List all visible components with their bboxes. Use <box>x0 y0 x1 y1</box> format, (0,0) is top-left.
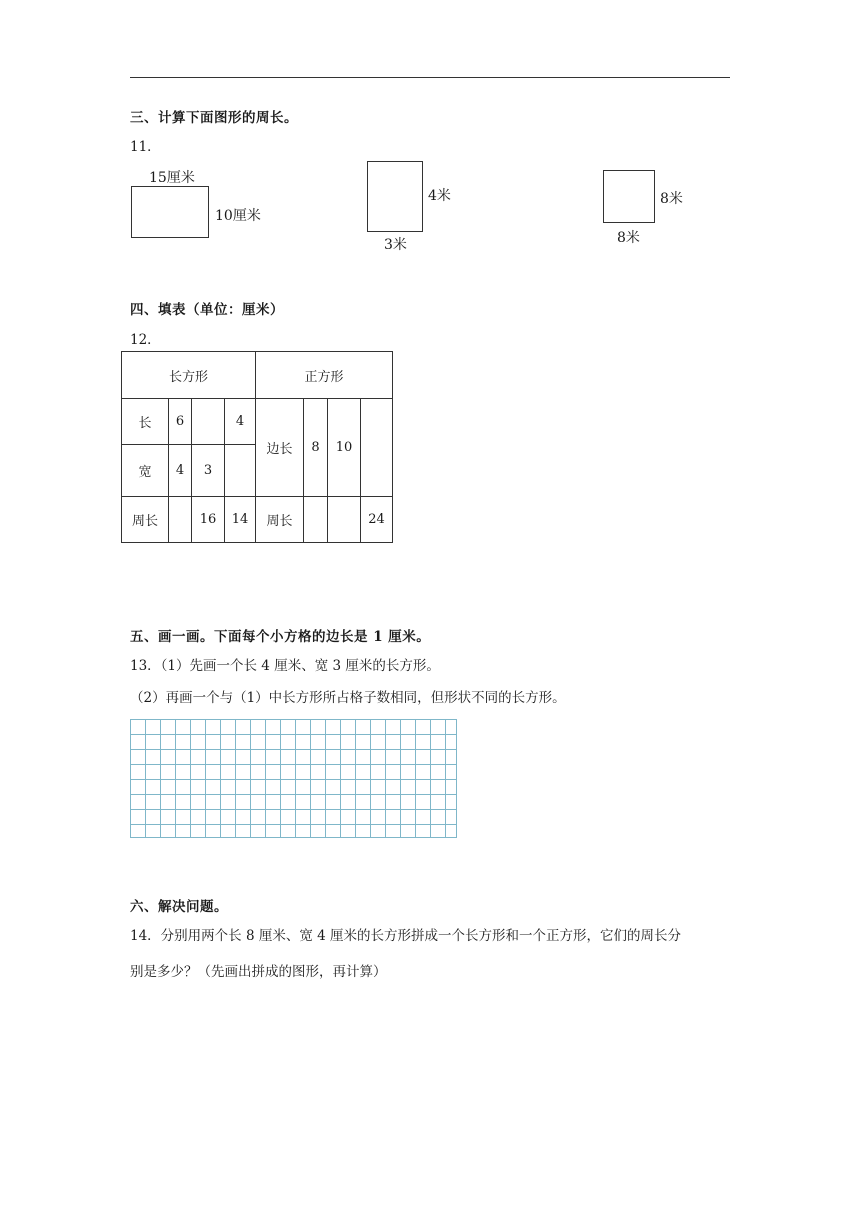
width-cell-1[interactable]: 4 <box>169 445 192 497</box>
square-perimeter-cell-2[interactable] <box>328 497 361 543</box>
section-5-heading: 五、画一画。下面每个小方格的边长是 1 厘米。 <box>130 629 431 645</box>
square-perimeter-cell-1[interactable] <box>304 497 328 543</box>
question-11-number: 11． <box>130 139 161 155</box>
shape-1-side-label: 10厘米 <box>215 208 261 224</box>
section-6-heading: 六、解决问题。 <box>130 899 228 915</box>
shape-3-bottom-label: 8米 <box>617 230 640 246</box>
section-3-heading: 三、计算下面图形的周长。 <box>130 110 298 126</box>
rect-perimeter-cell-3[interactable]: 14 <box>225 497 256 543</box>
header-rectangle: 长方形 <box>122 352 256 399</box>
rectangle-15x10 <box>131 186 209 238</box>
drawing-grid[interactable] <box>130 719 457 838</box>
shape-2-bottom-label: 3米 <box>384 237 407 253</box>
shape-1-top-label: 15厘米 <box>149 170 195 186</box>
length-cell-1[interactable]: 6 <box>169 399 192 445</box>
side-length-label: 边长 <box>256 399 304 497</box>
rect-perimeter-label: 周长 <box>122 497 169 543</box>
section-4-heading: 四、填表（单位：厘米） <box>130 302 284 318</box>
question-13-part-2: （2）再画一个与（1）中长方形所占格子数相同，但形状不同的长方形。 <box>130 690 566 706</box>
square-8 <box>603 170 655 223</box>
side-cell-2[interactable]: 10 <box>328 399 361 497</box>
header-square: 正方形 <box>256 352 393 399</box>
question-14-line-1: 14．分别用两个长 8 厘米、宽 4 厘米的长方形拼成一个长方形和一个正方形，它们的周长分 <box>130 928 682 944</box>
fill-in-table <box>121 351 393 543</box>
square-perimeter-label: 周长 <box>256 497 304 543</box>
row-width-label: 宽 <box>122 445 169 497</box>
row-length-label: 长 <box>122 399 169 445</box>
rectangle-4x3 <box>367 161 423 232</box>
shape-2-side-label: 4米 <box>428 188 451 204</box>
length-cell-2[interactable] <box>192 399 225 445</box>
side-cell-1[interactable]: 8 <box>304 399 328 497</box>
shape-3-side-label: 8米 <box>660 191 683 207</box>
length-cell-3[interactable]: 4 <box>225 399 256 445</box>
question-14-line-2: 别是多少？（先画出拼成的图形，再计算） <box>130 964 387 980</box>
question-12-number: 12． <box>130 332 161 348</box>
width-cell-3[interactable] <box>225 445 256 497</box>
square-perimeter-cell-3[interactable]: 24 <box>361 497 393 543</box>
question-13-part-1: 13．（1）先画一个长 4 厘米、宽 3 厘米的长方形。 <box>130 658 440 674</box>
top-rule <box>130 77 730 78</box>
side-cell-3[interactable] <box>361 399 393 497</box>
rect-perimeter-cell-1[interactable] <box>169 497 192 543</box>
rect-perimeter-cell-2[interactable]: 16 <box>192 497 225 543</box>
width-cell-2[interactable]: 3 <box>192 445 225 497</box>
